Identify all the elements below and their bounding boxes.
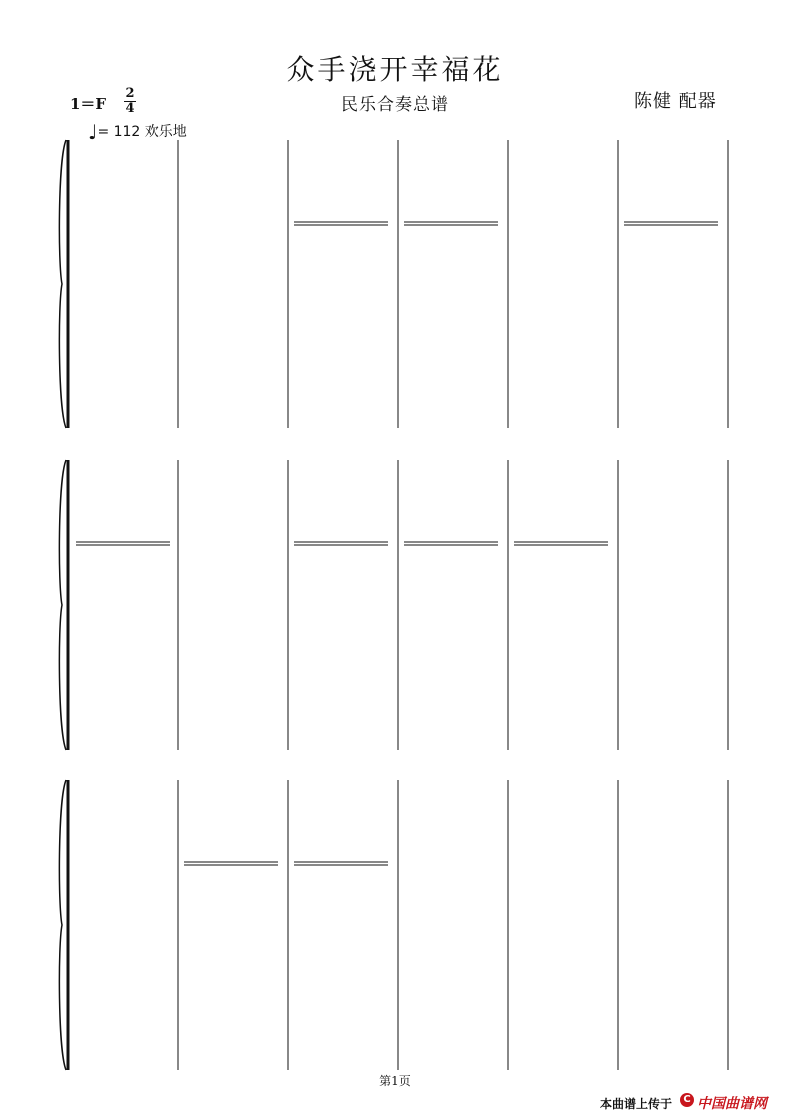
page-number: 第1页 [379, 1074, 411, 1088]
system-brace [59, 780, 66, 1070]
system-brace [59, 140, 66, 428]
score-subtitle: 民乐合奏总谱 [341, 95, 449, 115]
site-logo-text: 中国曲谱网 [697, 1096, 767, 1112]
time-signature-bottom: 4 [125, 101, 135, 116]
upload-text: 本曲谱上传于 [600, 1097, 673, 1111]
score-title: 众手浇开幸福花 [286, 53, 504, 86]
time-signature-top: 2 [125, 86, 135, 101]
site-logo-icon: C [680, 1093, 694, 1107]
key-signature: 1＝F [70, 95, 107, 113]
system-brace [59, 460, 66, 750]
quarter-note-icon: ♩ [88, 120, 98, 144]
arranger: 陈健 配器 [634, 91, 717, 112]
tempo-text: = 112 欢乐地 [97, 124, 187, 140]
